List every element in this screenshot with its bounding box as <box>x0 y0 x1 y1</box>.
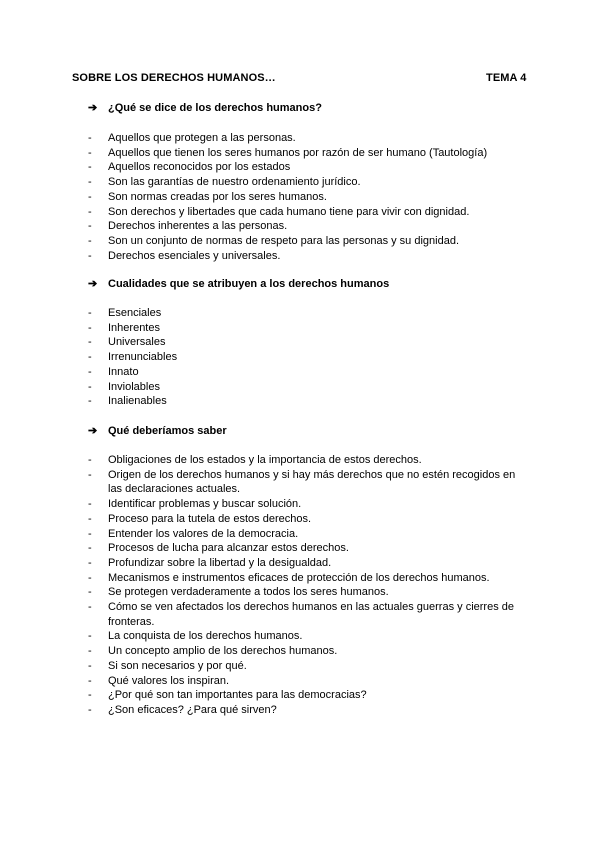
list-item-text: Aquellos que protegen a las personas. <box>108 132 296 144</box>
list-item <box>88 234 528 249</box>
list-item <box>88 131 528 146</box>
dash-bullet: - <box>88 586 92 599</box>
dash-bullet: - <box>88 351 92 364</box>
page-header <box>72 72 528 88</box>
dash-bullet: - <box>88 703 92 716</box>
list-item-text: Mecanismos e instrumentos eficaces de protección de los derechos humanos. <box>108 571 490 584</box>
section-heading-3 <box>88 424 227 437</box>
list-item-text: Esenciales <box>108 307 162 319</box>
list-item-text: Aquellos reconocidos por los estados <box>108 161 291 174</box>
list-item <box>88 380 528 395</box>
list-item-text: ¿Por qué son tan importantes para las democracias? <box>108 689 367 702</box>
list-item <box>88 688 528 703</box>
dash-bullet: - <box>88 659 92 672</box>
list-item <box>88 644 528 659</box>
dash-bullet: - <box>88 674 92 687</box>
document-title: SOBRE LOS DERECHOS HUMANOS… <box>72 72 276 84</box>
dash-bullet: - <box>88 645 92 658</box>
dash-bullet: - <box>88 468 92 481</box>
list-item <box>88 306 528 321</box>
section-heading-text: Qué deberíamos saber <box>108 425 227 437</box>
list-item <box>88 350 528 365</box>
list-item-text: La conquista de los derechos humanos. <box>108 630 303 643</box>
list-item <box>88 556 528 571</box>
arrow-icon: ➔ <box>88 102 98 114</box>
dash-bullet: - <box>88 234 92 247</box>
list-item-text: Derechos esenciales y universales. <box>108 249 281 262</box>
dash-bullet: - <box>88 161 92 174</box>
list-item-text: Son derechos y libertades que cada humano tiene para vivir con dignidad. <box>108 205 470 218</box>
dash-bullet: - <box>88 527 92 540</box>
dash-bullet: - <box>88 601 92 614</box>
dash-bullet: - <box>88 512 92 525</box>
list-item <box>88 600 528 629</box>
list-item-text: Son normas creadas por los seres humanos. <box>108 190 327 203</box>
list-item-text: Procesos de lucha para alcanzar estos derechos. <box>108 542 349 555</box>
list-item-text: Se protegen verdaderamente a todos los seres humanos. <box>108 586 389 599</box>
list-item <box>88 394 528 409</box>
list-item <box>88 453 528 468</box>
list-item-text: Origen de los derechos humanos y si hay más derechos que no estén recogidos en las declaraciones actuales. <box>108 468 516 496</box>
list-item <box>88 146 528 161</box>
list-item <box>88 674 528 689</box>
list-item-text: Aquellos que tienen los seres humanos por razón de ser humano (Tautología) <box>108 146 488 159</box>
topic-number: TEMA 4 <box>486 72 527 84</box>
dash-bullet: - <box>88 454 92 466</box>
dash-bullet: - <box>88 395 92 408</box>
dash-bullet: - <box>88 176 92 189</box>
dash-bullet: - <box>88 689 92 702</box>
dash-bullet: - <box>88 380 92 393</box>
dash-bullet: - <box>88 571 92 584</box>
list-item-text: Derechos inherentes a las personas. <box>108 220 288 233</box>
list-item-text: Innato <box>108 365 139 378</box>
list-item-text: Inalienables <box>108 395 167 408</box>
list-item-text: Si son necesarios y por qué. <box>108 659 247 672</box>
section-heading-text: Cualidades que se atribuyen a los derechos humanos <box>108 278 390 290</box>
section-heading-2 <box>88 277 389 290</box>
section-list-1 <box>88 131 528 263</box>
list-item-text: Universales <box>108 336 166 349</box>
dash-bullet: - <box>88 365 92 378</box>
list-item-text: Inviolables <box>108 380 160 393</box>
list-item-text: Son las garantías de nuestro ordenamiento jurídico. <box>108 176 361 189</box>
list-item-text: Proceso para la tutela de estos derechos. <box>108 512 312 525</box>
dash-bullet: - <box>88 307 92 319</box>
dash-bullet: - <box>88 190 92 203</box>
list-item-text: Son un conjunto de normas de respeto para las personas y su dignidad. <box>108 234 460 247</box>
dash-bullet: - <box>88 498 92 511</box>
list-item-text: Qué valores los inspiran. <box>108 674 230 687</box>
list-item-text: Entender los valores de la democracia. <box>108 527 299 540</box>
dash-bullet: - <box>88 132 92 144</box>
list-item <box>88 160 528 175</box>
list-item-text: Irrenunciables <box>108 351 178 364</box>
section-list-2 <box>88 306 528 409</box>
list-item <box>88 190 528 205</box>
arrow-icon: ➔ <box>88 278 98 290</box>
list-item-text: Inherentes <box>108 321 160 334</box>
list-item <box>88 468 528 497</box>
dash-bullet: - <box>88 336 92 349</box>
list-item <box>88 365 528 380</box>
list-item <box>88 703 528 718</box>
list-item-text: Obligaciones de los estados y la importancia de estos derechos. <box>108 454 422 466</box>
arrow-icon: ➔ <box>88 425 98 437</box>
dash-bullet: - <box>88 321 92 334</box>
dash-bullet: - <box>88 630 92 643</box>
list-item <box>88 335 528 350</box>
dash-bullet: - <box>88 220 92 233</box>
list-item <box>88 249 528 264</box>
list-item <box>88 571 528 586</box>
list-item <box>88 659 528 674</box>
section-heading-text: ¿Qué se dice de los derechos humanos? <box>108 102 322 114</box>
list-item <box>88 497 528 512</box>
list-item <box>88 527 528 542</box>
section-heading-1 <box>88 101 322 114</box>
list-item <box>88 205 528 220</box>
list-item-text: Un concepto amplio de los derechos humanos. <box>108 645 338 658</box>
list-item <box>88 541 528 556</box>
list-item <box>88 321 528 336</box>
dash-bullet: - <box>88 542 92 555</box>
dash-bullet: - <box>88 146 92 159</box>
list-item-text: Cómo se ven afectados los derechos humanos en las actuales guerras y cierres de fronteras. <box>108 601 514 628</box>
dash-bullet: - <box>88 249 92 262</box>
list-item <box>88 512 528 527</box>
list-item <box>88 219 528 234</box>
list-item-text: ¿Son eficaces? ¿Para qué sirven? <box>108 703 277 716</box>
list-item-text: Identificar problemas y buscar solución. <box>108 498 302 511</box>
list-item <box>88 629 528 644</box>
dash-bullet: - <box>88 556 92 569</box>
section-list-3 <box>88 453 528 718</box>
dash-bullet: - <box>88 205 92 218</box>
list-item-text: Profundizar sobre la libertad y la desigualdad. <box>108 556 332 569</box>
list-item <box>88 175 528 190</box>
list-item <box>88 585 528 600</box>
